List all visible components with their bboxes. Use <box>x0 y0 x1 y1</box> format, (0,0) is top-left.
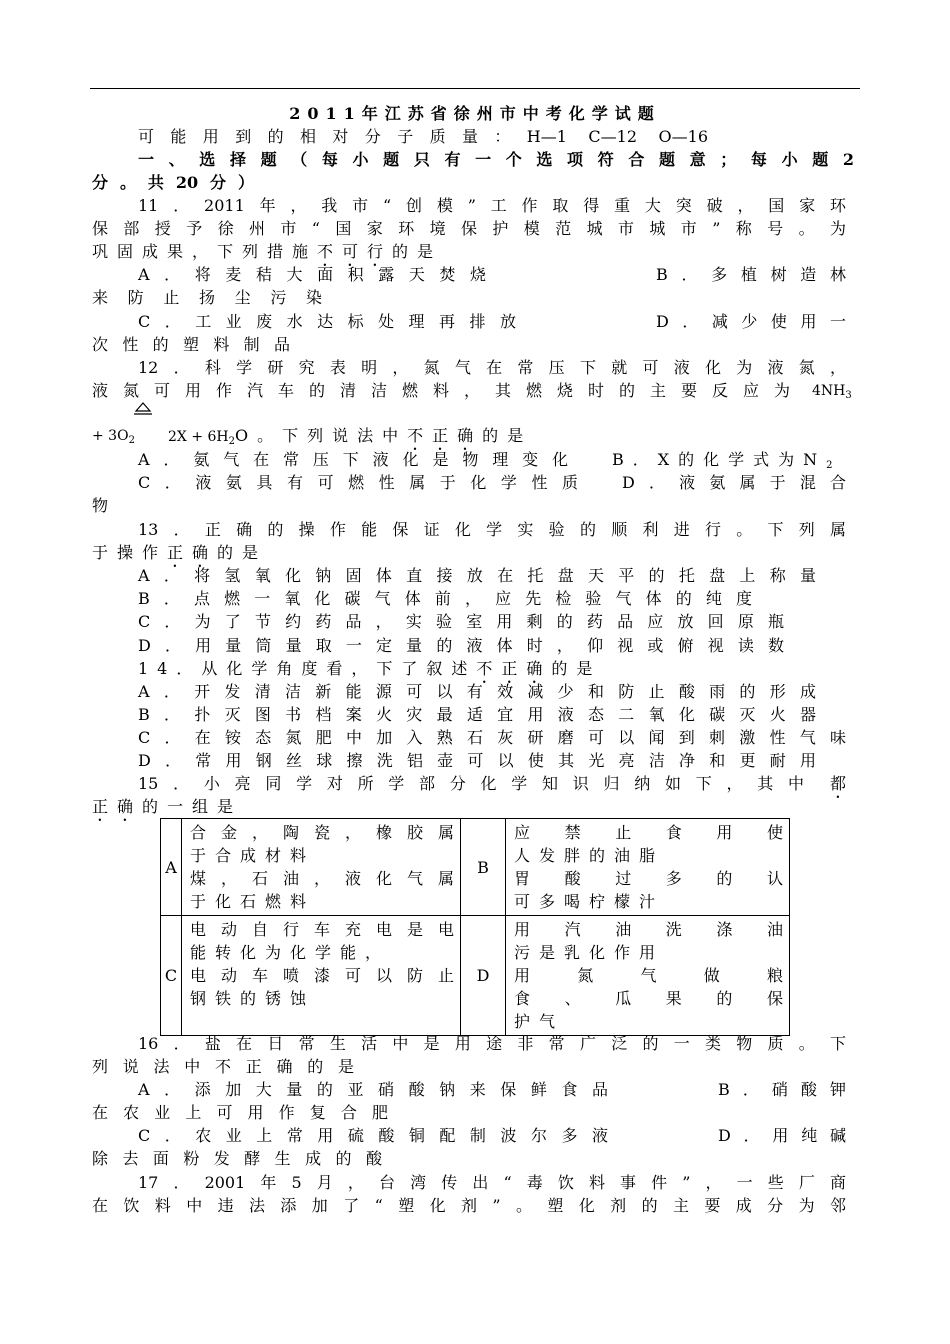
q15-options-table <box>160 818 790 1036</box>
q13-option-c: C．为了节约药品，实验室用剩的药品应放回原瓶 <box>138 612 784 631</box>
atomic-masses: 可能用到的相对分子质量：H—1 C—12 O—16 <box>138 127 708 146</box>
q13-option-b: B．点燃一氧化碳气体前，应先检验气体的纯度 <box>138 589 752 608</box>
q12-option-d: D．液氨属于混合 <box>622 473 846 492</box>
q13-stem-2: 于操作正确的是 <box>92 543 268 562</box>
q12-option-d-cont: 物 <box>92 496 109 515</box>
q16-option-b: B．硝酸钾 <box>718 1080 846 1099</box>
option-d-label: D <box>461 916 506 1036</box>
q12-stem-3b: $2X + 6H_2O$。下列说法中不正确的是 <box>168 426 533 447</box>
q11-option-a: A．将麦秸大面积露天焚烧 <box>138 265 486 284</box>
table-row <box>161 916 790 1036</box>
q15-stem: 15．小亮同学对所学部分化学知识归纳如下，其中 都 <box>138 774 846 802</box>
q16-stem-2: 列说法中不正确的是 <box>92 1057 354 1076</box>
section-heading-cont: 分。共20分） <box>92 173 254 192</box>
q11-stem-3: 巩固成果，下列措施不可行的是 <box>92 242 443 261</box>
q16-option-c: C．农业上常用硫酸铜配制波尔多液 <box>138 1126 608 1145</box>
section-heading: 一、选择题（每小题只有一个选项符合题意；每小题2 <box>138 150 854 169</box>
q14-option-c: C．在铵态氮肥中加入熟石灰研磨可以闻到刺激性气味 <box>138 728 846 747</box>
q11-emphasis: 不可行 <box>317 242 393 261</box>
q14-stem: 14．从化学角度看，下了叙述不正确的是 <box>138 659 602 678</box>
q15-emphasis: 都 <box>829 774 846 793</box>
q16-stem: 16．盐在日常生活中是用途非常广泛的一类物质。下 <box>138 1034 846 1053</box>
q16-option-b-cont: 在农业上可用作复合肥 <box>92 1103 388 1122</box>
q11-option-d: D．减少使用一 <box>656 312 846 331</box>
option-a-content: 合金，陶瓷，橡胶属 于合成材料 煤，石油，液化气属 于化石燃料 <box>182 819 461 916</box>
q12-option-c: C．液氨具有可燃性属于化学性质 <box>138 473 578 492</box>
q16-option-a: A．添加大量的亚硝酸钠来保鲜食品 <box>138 1080 608 1099</box>
q14-option-d: D．常用钢丝球擦洗铝壶可以使其光亮洁净和更耐用 <box>138 751 816 770</box>
q16-option-d-cont: 除去面粉发酵生成的酸 <box>92 1149 382 1168</box>
q12-equation-reactant: $4NH_3$ <box>812 383 852 401</box>
q11-option-b: B．多植树造林 <box>656 265 846 284</box>
option-c-content: 电动自行车充电是电 能转化为化学能， 电动车喷漆可以防止 钢铁的锈蚀 <box>182 916 461 1036</box>
q17-stem-2: 在饮料中违法添加了“塑化剂”。塑化剂的主要成分为邻 <box>92 1196 846 1215</box>
q12-stem: 12．科学研究表明，氮气在常压下就可液化为液氮， <box>138 358 846 377</box>
q14-option-a: A．开发清洁新能源可以有效减少和防止酸雨的形成 <box>138 682 816 701</box>
q12-option-a: A．氨气在常压下液化是物理变化 <box>138 450 568 469</box>
q14-option-b: B．扑灭图书档案火灾最适宜用液态二氧化碳灭火器 <box>138 705 816 724</box>
q15-stem-2: 正确的一组是 <box>92 797 243 816</box>
option-b-content: 应禁止食用使 人发胖的油脂 胃酸过多的认 可多喝柠檬汁 <box>506 819 790 916</box>
page-title: 2011年江苏省徐州市中考化学试题 <box>289 104 661 123</box>
option-b-label: B <box>461 819 506 916</box>
q15-emphasis-2: 正确 <box>92 797 143 816</box>
q13-stem: 13．正确的操作能保证化学实验的顺利进行。下列属 <box>138 520 846 539</box>
q14-emphasis: 不正确 <box>476 659 552 678</box>
q13-emphasis: 正确 <box>167 543 218 562</box>
table-row <box>161 819 790 916</box>
q12-stem-3: + $3O_2$ <box>92 428 135 446</box>
option-d-content: 用汽油洗涤油 污是乳化作用 用氮气做粮 食、瓜果的保 护气 <box>506 916 790 1036</box>
q16-option-d: D．用纯碱 <box>718 1126 846 1145</box>
q12-stem-2: 液氮可用作汽车的清洁燃料，其燃烧时的主要反应为 <box>92 381 790 400</box>
q11-stem-2: 保部授予徐州市“国家环境保护模范城市城市”称号。为 <box>92 219 846 238</box>
q12-emphasis: 不正确 <box>407 426 483 445</box>
q11-option-b-cont: 来防止扬尘污染 <box>92 288 322 307</box>
q11-option-d-cont: 次性的塑料制品 <box>92 335 290 354</box>
q17-stem: 17．2001年5月，台湾传出“毒饮料事件”，一些厂商 <box>138 1173 846 1192</box>
header-rule <box>90 88 860 89</box>
heat-condition-icon <box>134 402 152 416</box>
q12-option-b: B．X的化学式为$N_2$ <box>612 450 842 471</box>
q13-option-a: A．将氢氧化钠固体直接放在托盘天平的托盘上称量 <box>138 566 816 585</box>
option-c-label: C <box>161 916 182 1036</box>
q13-option-d: D．用量筒量取一定量的液体时，仰视或俯视读数 <box>138 636 784 655</box>
q11-option-c: C．工业废水达标处理再排放 <box>138 312 516 331</box>
option-a-label: A <box>161 819 182 916</box>
q11-stem: 11．2011年，我市“创模”工作取得重大突破，国家环 <box>138 196 846 215</box>
